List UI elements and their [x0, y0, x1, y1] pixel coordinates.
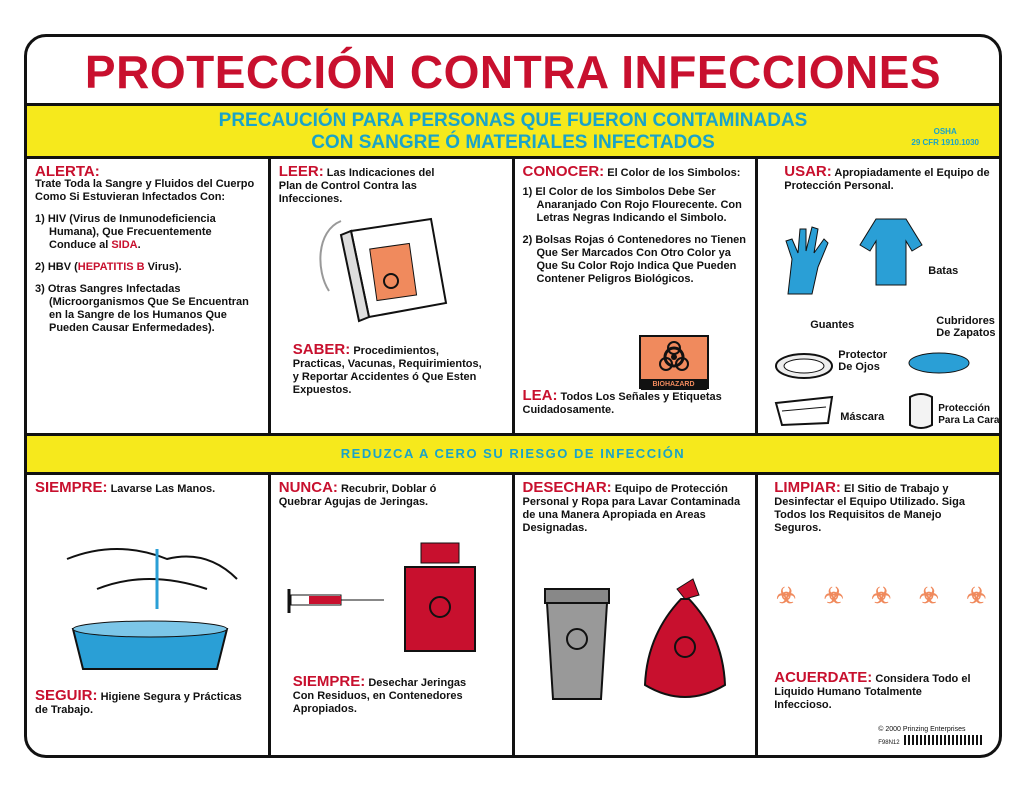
biohazard-small-icon: ☣: [918, 583, 939, 608]
copyright: © 2000 Prinzing Enterprises: [878, 726, 966, 733]
osha-code: 29 CFR 1910.1030: [911, 138, 979, 147]
nunca-panel: [271, 475, 515, 758]
handwashing-icon: [57, 529, 247, 679]
gown-icon: [856, 215, 926, 287]
osha-label: OSHA: [933, 127, 957, 136]
face-shield-icon: [906, 391, 936, 431]
product-code: F98N12: [878, 740, 900, 746]
sharps-container-icon: [399, 539, 489, 659]
shoe-cover-icon: [906, 345, 972, 375]
alerta-item-3: 3) Otras Sangres Infectadas (Microorganismos Que Se Encuentran en la Sangre de los Humanos Que Pueden Causar Enfermedades).: [35, 283, 249, 334]
osha-reference: [911, 126, 979, 148]
siempre-panel: [27, 475, 271, 758]
alerta-heading: ALERTA:: [35, 163, 100, 180]
biohazard-icon: [641, 337, 707, 375]
guantes-label: Guantes: [810, 319, 855, 331]
biohazard-symbols-row: [776, 583, 987, 608]
batas-label: Batas: [928, 265, 959, 277]
desechar-text: DESECHAR: Equipo de Protección Personal y Ropa para Lavar Contaminada de una Manera Apropiada en Areas Designadas.: [522, 479, 741, 534]
conocer-panel: [515, 159, 759, 433]
conocer-item-1: 1) El Color de los Simbolos Debe Ser Anaranjado Con Rojo Flourecente. Con Letras Negras Indicando el Simbolo.: [522, 186, 742, 224]
limpiar-panel: [758, 475, 999, 758]
top-row: [27, 159, 999, 433]
leer-text: LEER: Las Indicaciones del Plan de Control Contra las Infecciones.: [278, 163, 435, 205]
usar-panel: [758, 159, 999, 433]
alerta-item-2: 2) HBV (HEPATITIS B Virus).: [35, 261, 182, 273]
binder-icon: [311, 211, 461, 323]
poster-title: PROTECCIÓN CONTRA INFECCIONES: [84, 46, 942, 98]
gloves-icon: [778, 219, 838, 299]
reduzca-text: REDUZCA A CERO SU RIESGO DE INFECCIÓN: [340, 446, 686, 461]
leer-panel: [271, 159, 515, 433]
reduzca-band: [27, 433, 999, 475]
biohazard-small-icon: ☣: [823, 583, 844, 608]
subtitle-line2: CON SANGRE Ó MATERIALES INFECTADOS: [311, 132, 715, 153]
subtitle-band: [27, 103, 999, 159]
barcode-icon: [904, 735, 984, 745]
biohazard-small-icon: ☣: [776, 583, 796, 608]
alerta-intro: Trate Toda la Sangre y Fluidos del Cuerpo Como Si Estuvieran Infectados Con:: [35, 178, 255, 203]
subtitle: [27, 110, 999, 154]
biohazard-bag-icon: [637, 575, 733, 715]
mask-icon: [772, 393, 836, 429]
bottom-row: [27, 475, 999, 758]
conocer-item-2: 2) Bolsas Rojas ó Contenedores no Tienen Que Ser Marcados Con Otro Color ya Que Su Color Rojo Indica Que Pueden Contener Peligros Biológicos.: [522, 234, 747, 285]
lea-text: LEA: Todos Los Señales y Etiquetas Cuidadosamente.: [522, 387, 722, 416]
usar-text: USAR: Apropiadamente el Equipo de Protección Personal.: [784, 163, 990, 192]
siempre-desechar-text: SIEMPRE: Desechar Jeringas Con Residuos, en Contenedores Apropiados.: [292, 673, 467, 715]
syringe-icon: [279, 579, 389, 619]
goggles-icon: [772, 349, 836, 383]
mascara-label: Máscara: [840, 411, 885, 423]
alerta-panel: [27, 159, 271, 433]
nunca-text: NUNCA: Recubrir, Doblar ó Quebrar Agujas de Jeringas.: [278, 479, 437, 508]
limpiar-text: LIMPIAR: El Sitio de Trabajo y Desinfectar el Equipo Utilizado. Siga Todos los Requisitos de Manejo Seguros.: [774, 479, 965, 534]
biohazard-label: [639, 335, 709, 389]
alerta-item-1: 1) HIV (Virus de Inmunodeficiencia Humana), Que Frecuentemente Conduce al SIDA.: [35, 213, 216, 251]
biohazard-bin-icon: [537, 579, 617, 709]
biohazard-small-icon: ☣: [871, 583, 892, 608]
proteccion-cara-label: Protección Para La Cara: [938, 403, 1000, 426]
conocer-text: CONOCER: El Color de los Simbolos:: [522, 163, 741, 180]
seguir-text: SEGUIR: Higiene Segura y Prácticas de Trabajo.: [35, 687, 242, 716]
cubridores-label: Cubridores De Zapatos: [936, 315, 996, 339]
saber-text: SABER: Procedimientos, Practicas, Vacunas, Requirimientos, y Reportar Accidentes ó Que Esten Expuestos.: [292, 341, 482, 396]
acuerdate-text: ACUERDATE: Considera Todo el Liquido Humano Totalmente Infeccioso.: [774, 669, 971, 711]
siempre-text: SIEMPRE: Lavarse Las Manos.: [35, 479, 216, 496]
protector-label: Protector De Ojos: [838, 349, 888, 373]
desechar-panel: [515, 475, 759, 758]
subtitle-line1: PRECAUCIÓN PARA PERSONAS QUE FUERON CONTAMINADAS: [218, 110, 808, 131]
poster: [24, 34, 1002, 758]
biohazard-small-icon: ☣: [966, 583, 987, 608]
biohazard-text: BIOHAZARD: [641, 379, 707, 390]
